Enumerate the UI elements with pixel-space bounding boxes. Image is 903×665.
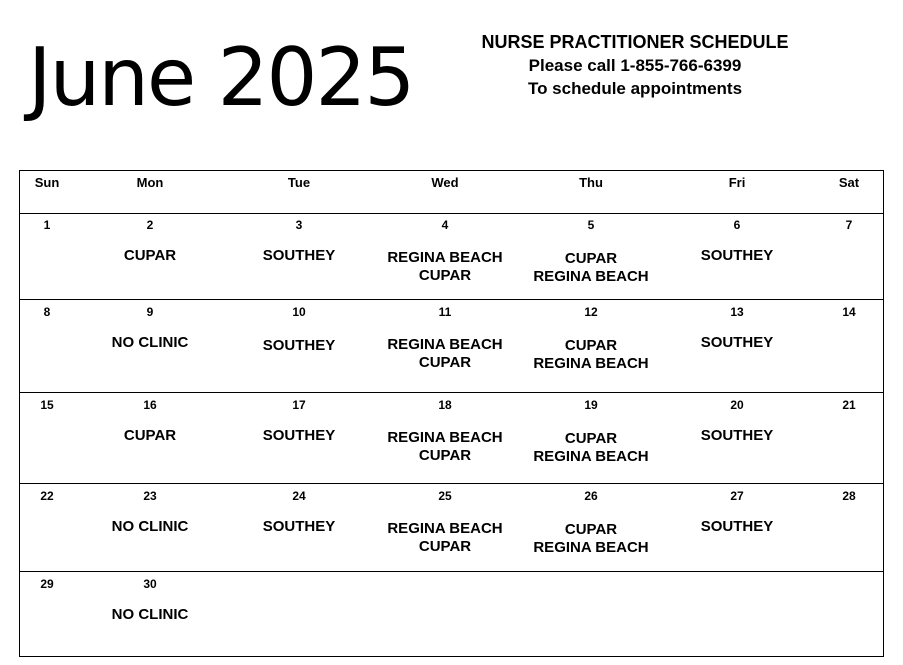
week-row xyxy=(20,572,883,658)
clinic-location: SOUTHEY xyxy=(262,247,336,264)
appointment-line: To schedule appointments xyxy=(527,79,743,98)
date-number: 16 xyxy=(143,398,157,412)
week-row xyxy=(20,300,883,393)
weekday-thu: Thu xyxy=(579,175,603,190)
date-number: 5 xyxy=(587,218,595,232)
clinic-list xyxy=(387,429,502,465)
clinic-location: CUPAR xyxy=(564,250,618,267)
date-number: 23 xyxy=(143,489,157,503)
date-number: 27 xyxy=(730,489,744,503)
clinic-location: NO CLINIC xyxy=(111,518,189,535)
phone-line: Please call 1-855-766-6399 xyxy=(528,56,742,75)
schedule-header xyxy=(425,30,845,100)
clinic-location: SOUTHEY xyxy=(700,334,774,351)
date-number: 20 xyxy=(730,398,744,412)
date-number: 17 xyxy=(292,398,306,412)
clinic-list xyxy=(701,518,774,536)
clinic-location: CUPAR xyxy=(418,267,472,284)
clinic-list xyxy=(263,247,336,265)
clinic-location: SOUTHEY xyxy=(262,427,336,444)
clinic-list xyxy=(701,427,774,445)
date-number: 9 xyxy=(146,305,154,319)
clinic-list xyxy=(701,247,774,265)
date-number: 8 xyxy=(43,305,51,319)
weekday-fri: Fri xyxy=(728,175,746,190)
month-title: June 2025 xyxy=(28,31,414,124)
date-number: 4 xyxy=(441,218,449,232)
date-number: 18 xyxy=(438,398,452,412)
clinic-list xyxy=(263,337,336,355)
clinic-list xyxy=(533,430,648,466)
clinic-location: SOUTHEY xyxy=(700,427,774,444)
week-row xyxy=(20,484,883,572)
clinic-location: CUPAR xyxy=(564,337,618,354)
clinic-location: CUPAR xyxy=(418,538,472,555)
clinic-location: SOUTHEY xyxy=(262,337,336,354)
clinic-location: NO CLINIC xyxy=(111,606,189,623)
date-number: 21 xyxy=(842,398,856,412)
date-number: 28 xyxy=(842,489,856,503)
clinic-location: REGINA BEACH xyxy=(533,355,649,372)
clinic-list xyxy=(387,336,502,372)
weekday-mon: Mon xyxy=(136,175,164,190)
date-number: 12 xyxy=(584,305,598,319)
date-number: 22 xyxy=(40,489,54,503)
clinic-list xyxy=(112,606,189,624)
weekday-sat: Sat xyxy=(838,175,860,190)
clinic-list xyxy=(387,249,502,285)
clinic-location: REGINA BEACH xyxy=(387,249,503,266)
clinic-location: CUPAR xyxy=(564,430,618,447)
date-number: 1 xyxy=(43,218,51,232)
clinic-location: REGINA BEACH xyxy=(387,336,503,353)
date-number: 14 xyxy=(842,305,856,319)
clinic-location: NO CLINIC xyxy=(111,334,189,351)
clinic-list xyxy=(701,334,774,352)
clinic-location: REGINA BEACH xyxy=(533,539,649,556)
clinic-list xyxy=(112,518,189,536)
clinic-location: REGINA BEACH xyxy=(387,429,503,446)
clinic-location: CUPAR xyxy=(123,247,177,264)
clinic-location: SOUTHEY xyxy=(700,247,774,264)
calendar-grid xyxy=(19,170,884,657)
date-number: 26 xyxy=(584,489,598,503)
date-number: 30 xyxy=(143,577,157,591)
date-number: 7 xyxy=(845,218,853,232)
clinic-list xyxy=(112,334,189,352)
date-number: 24 xyxy=(292,489,306,503)
clinic-location: CUPAR xyxy=(418,447,472,464)
date-number: 11 xyxy=(438,305,452,319)
clinic-list xyxy=(263,518,336,536)
date-number: 29 xyxy=(40,577,54,591)
date-number: 6 xyxy=(733,218,741,232)
date-number: 10 xyxy=(292,305,306,319)
clinic-location: SOUTHEY xyxy=(262,518,336,535)
weekday-header-row xyxy=(20,171,883,214)
clinic-location: CUPAR xyxy=(418,354,472,371)
date-number: 15 xyxy=(40,398,54,412)
clinic-location: REGINA BEACH xyxy=(533,268,649,285)
clinic-location: REGINA BEACH xyxy=(387,520,503,537)
clinic-location: CUPAR xyxy=(123,427,177,444)
date-number: 3 xyxy=(295,218,303,232)
clinic-list xyxy=(124,247,176,265)
schedule-title: NURSE PRACTITIONER SCHEDULE xyxy=(481,32,789,52)
date-number: 25 xyxy=(438,489,452,503)
clinic-location: REGINA BEACH xyxy=(533,448,649,465)
date-number: 2 xyxy=(146,218,154,232)
weekday-sun: Sun xyxy=(34,175,60,190)
week-row xyxy=(20,393,883,484)
week-row xyxy=(20,213,883,300)
weekday-tue: Tue xyxy=(287,175,311,190)
clinic-list xyxy=(533,250,648,286)
clinic-list xyxy=(533,521,648,557)
clinic-location: SOUTHEY xyxy=(700,518,774,535)
clinic-list xyxy=(263,427,336,445)
date-number: 13 xyxy=(730,305,744,319)
clinic-location: CUPAR xyxy=(564,521,618,538)
date-number: 19 xyxy=(584,398,598,412)
clinic-list xyxy=(533,337,648,373)
clinic-list xyxy=(124,427,176,445)
weekday-wed: Wed xyxy=(431,175,459,190)
clinic-list xyxy=(387,520,502,556)
